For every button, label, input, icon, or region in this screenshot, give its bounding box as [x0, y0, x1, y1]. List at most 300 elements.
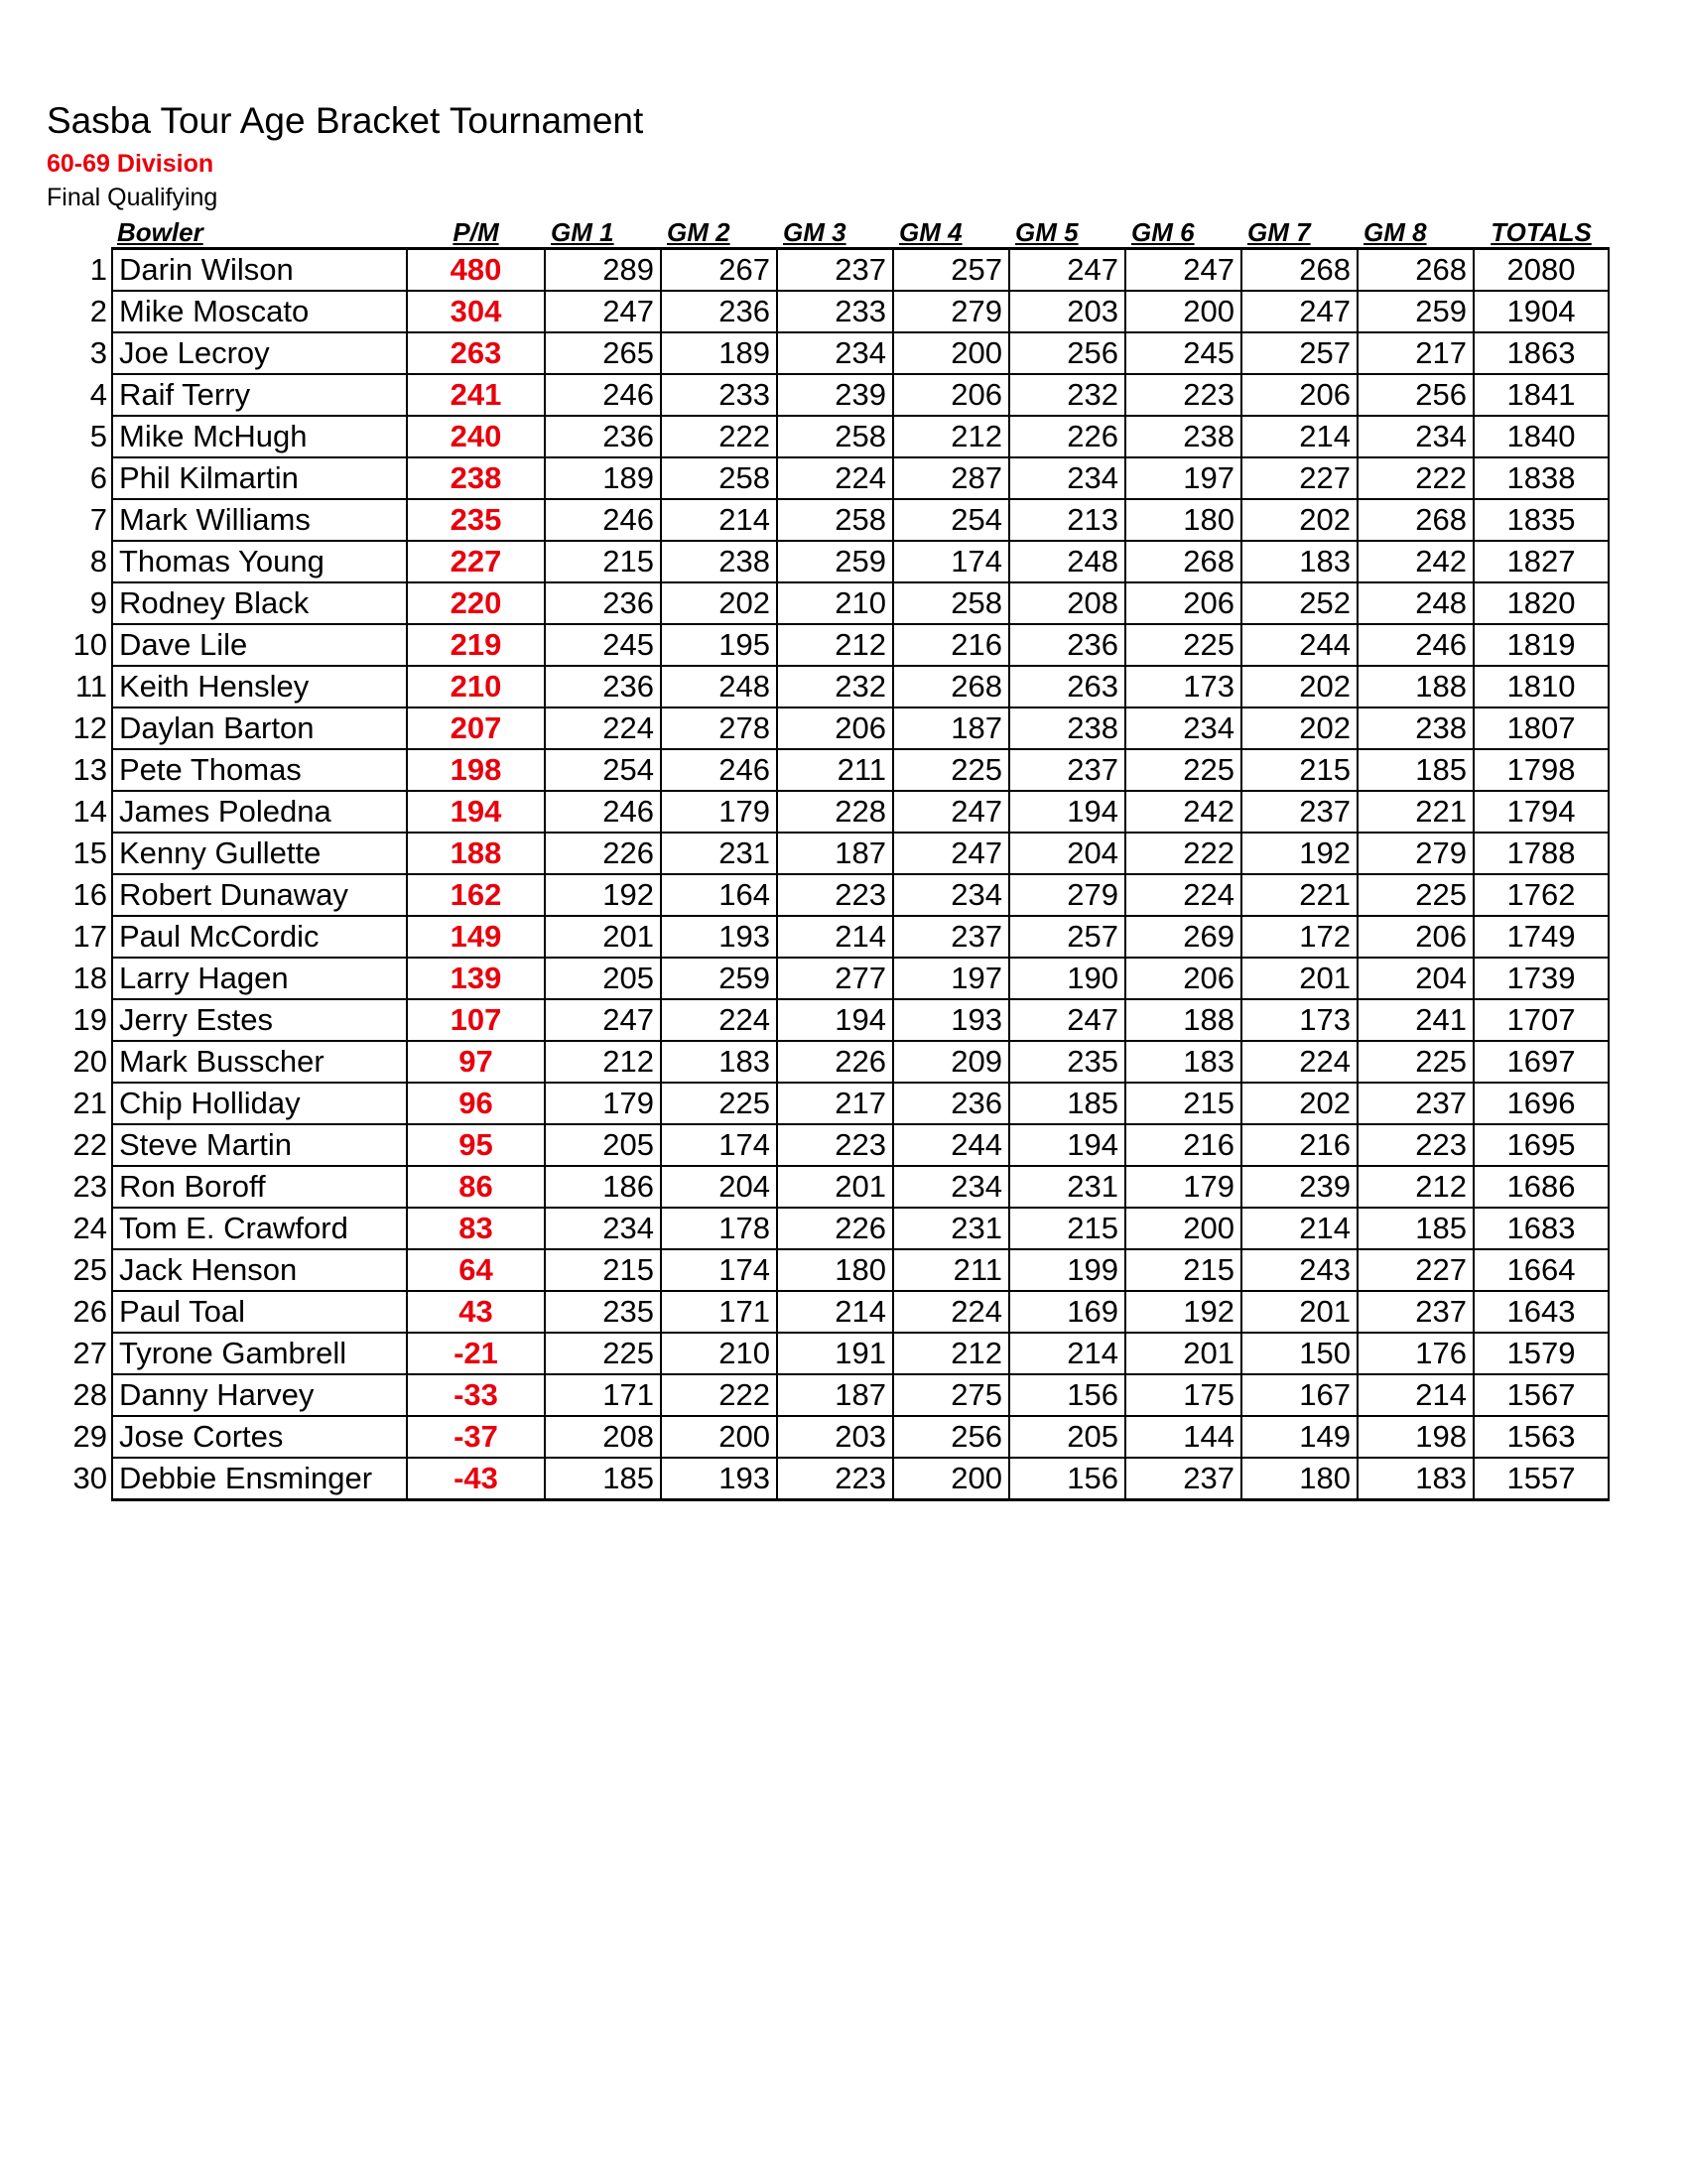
game-1-cell: 185: [545, 1458, 661, 1500]
game-2-cell: 174: [661, 1249, 777, 1291]
game-1-cell: 254: [545, 749, 661, 791]
bowler-name-cell: Daylan Barton: [112, 707, 407, 749]
game-4-cell: 197: [893, 958, 1009, 999]
game-8-cell: 198: [1358, 1416, 1474, 1458]
game-3-cell: 214: [777, 1291, 893, 1333]
game-3-cell: 232: [777, 666, 893, 707]
game-7-cell: 227: [1241, 457, 1358, 499]
total-cell: 1749: [1474, 916, 1609, 958]
game-7-cell: 206: [1241, 374, 1358, 416]
game-6-cell: 225: [1125, 624, 1241, 666]
game-3-cell: 224: [777, 457, 893, 499]
game-1-cell: 265: [545, 332, 661, 374]
game-1-cell: 226: [545, 833, 661, 874]
game-5-cell: 235: [1009, 1041, 1125, 1083]
table-row: [58, 1374, 1609, 1416]
total-cell: 1557: [1474, 1458, 1609, 1500]
game-7-cell: 214: [1241, 416, 1358, 457]
game-1-cell: 171: [545, 1374, 661, 1416]
game-1-cell: 215: [545, 1249, 661, 1291]
pm-cell: 235: [407, 499, 545, 541]
game-8-cell: 248: [1358, 582, 1474, 624]
pm-cell: 43: [407, 1291, 545, 1333]
game-8-cell: 185: [1358, 749, 1474, 791]
game-2-cell: 193: [661, 916, 777, 958]
rank-cell: 29: [72, 1419, 107, 1454]
game-7-cell: 214: [1241, 1208, 1358, 1249]
game-1-cell: 236: [545, 666, 661, 707]
game-7-cell: 237: [1241, 791, 1358, 833]
game-2-cell: 278: [661, 707, 777, 749]
game-4-cell: 247: [893, 833, 1009, 874]
game-6-cell: 179: [1125, 1166, 1241, 1208]
game-1-cell: 236: [545, 416, 661, 457]
game-8-cell: 214: [1358, 1374, 1474, 1416]
game-6-cell: 192: [1125, 1291, 1241, 1333]
game-5-cell: 214: [1009, 1333, 1125, 1374]
table-row: [58, 833, 1609, 874]
game-8-cell: 225: [1358, 1041, 1474, 1083]
game-7-cell: 257: [1241, 332, 1358, 374]
game-1-cell: 189: [545, 457, 661, 499]
total-cell: 2080: [1474, 249, 1609, 292]
game-6-cell: 234: [1125, 707, 1241, 749]
game-3-cell: 258: [777, 499, 893, 541]
game-4-cell: 225: [893, 749, 1009, 791]
rank-cell: 30: [72, 1461, 107, 1496]
bowler-name-cell: Kenny Gullette: [112, 833, 407, 874]
rank-cell: 13: [72, 752, 107, 787]
game-4-cell: 258: [893, 582, 1009, 624]
standings-table: [58, 215, 1610, 1501]
game-7-cell: 149: [1241, 1416, 1358, 1458]
game-5-cell: 204: [1009, 833, 1125, 874]
game-8-cell: 259: [1358, 291, 1474, 332]
bowler-name-cell: Phil Kilmartin: [112, 457, 407, 499]
game-7-cell: 224: [1241, 1041, 1358, 1083]
game-5-cell: 185: [1009, 1083, 1125, 1124]
header-row: [58, 215, 1609, 249]
game-6-cell: 183: [1125, 1041, 1241, 1083]
game-1-cell: 205: [545, 1124, 661, 1166]
table-row: [58, 707, 1609, 749]
table-row: [58, 541, 1609, 582]
rank-cell: 18: [72, 961, 107, 995]
game-7-cell: 239: [1241, 1166, 1358, 1208]
rank-cell: 9: [89, 585, 107, 620]
rank-cell: 28: [72, 1377, 107, 1412]
game-4-cell: 254: [893, 499, 1009, 541]
game-2-cell: 200: [661, 1416, 777, 1458]
table-row: [58, 416, 1609, 457]
game-3-cell: 194: [777, 999, 893, 1041]
game-1-cell: 246: [545, 791, 661, 833]
total-cell: 1697: [1474, 1041, 1609, 1083]
game-3-cell: 201: [777, 1166, 893, 1208]
game-7-cell: 247: [1241, 291, 1358, 332]
game-1-cell: 225: [545, 1333, 661, 1374]
game-8-cell: 234: [1358, 416, 1474, 457]
table-row: [58, 1333, 1609, 1374]
table-row: [58, 1458, 1609, 1500]
game-2-cell: 202: [661, 582, 777, 624]
game-2-cell: 210: [661, 1333, 777, 1374]
game-5-cell: 203: [1009, 291, 1125, 332]
pm-cell: 240: [407, 416, 545, 457]
total-cell: 1794: [1474, 791, 1609, 833]
game-6-cell: 197: [1125, 457, 1241, 499]
game-5-cell: 247: [1009, 249, 1125, 292]
pm-cell: 83: [407, 1208, 545, 1249]
game-6-cell: 144: [1125, 1416, 1241, 1458]
rank-cell: 7: [89, 502, 107, 537]
game-2-cell: 171: [661, 1291, 777, 1333]
pm-cell: -37: [407, 1416, 545, 1458]
bowler-name-cell: Robert Dunaway: [112, 874, 407, 916]
game-3-cell: 203: [777, 1416, 893, 1458]
game-8-cell: 256: [1358, 374, 1474, 416]
total-cell: 1563: [1474, 1416, 1609, 1458]
game-5-cell: 279: [1009, 874, 1125, 916]
pm-cell: 86: [407, 1166, 545, 1208]
rank-cell: 11: [74, 669, 107, 704]
game-3-cell: 211: [777, 749, 893, 791]
total-cell: 1807: [1474, 707, 1609, 749]
total-cell: 1810: [1474, 666, 1609, 707]
bowler-name-cell: Ron Boroff: [112, 1166, 407, 1208]
game-7-cell: 201: [1241, 958, 1358, 999]
game-8-cell: 221: [1358, 791, 1474, 833]
game-7-cell: 183: [1241, 541, 1358, 582]
table-row: [58, 666, 1609, 707]
game-1-cell: 215: [545, 541, 661, 582]
game-8-cell: 268: [1358, 249, 1474, 292]
table-row: [58, 291, 1609, 332]
pm-cell: 107: [407, 999, 545, 1041]
game-2-cell: 174: [661, 1124, 777, 1166]
game-3-cell: 233: [777, 291, 893, 332]
total-cell: 1798: [1474, 749, 1609, 791]
header-gm1: GM 1: [551, 217, 614, 247]
pm-cell: 95: [407, 1124, 545, 1166]
game-4-cell: 247: [893, 791, 1009, 833]
game-5-cell: 236: [1009, 624, 1125, 666]
table-row: [58, 374, 1609, 416]
rank-cell: 5: [89, 419, 107, 453]
game-3-cell: 180: [777, 1249, 893, 1291]
game-6-cell: 222: [1125, 833, 1241, 874]
bowler-name-cell: Danny Harvey: [112, 1374, 407, 1416]
game-3-cell: 226: [777, 1041, 893, 1083]
game-6-cell: 215: [1125, 1249, 1241, 1291]
pm-cell: 263: [407, 332, 545, 374]
game-2-cell: 236: [661, 291, 777, 332]
game-3-cell: 223: [777, 1124, 893, 1166]
pm-cell: 97: [407, 1041, 545, 1083]
total-cell: 1567: [1474, 1374, 1609, 1416]
pm-cell: 480: [407, 249, 545, 292]
rank-cell: 2: [89, 294, 107, 328]
game-5-cell: 194: [1009, 791, 1125, 833]
table-row: [58, 1124, 1609, 1166]
rank-cell: 27: [72, 1336, 107, 1370]
game-1-cell: 179: [545, 1083, 661, 1124]
game-6-cell: 216: [1125, 1124, 1241, 1166]
bowler-name-cell: Joe Lecroy: [112, 332, 407, 374]
pm-cell: 198: [407, 749, 545, 791]
game-5-cell: 247: [1009, 999, 1125, 1041]
rank-cell: 22: [72, 1127, 107, 1162]
pm-cell: 207: [407, 707, 545, 749]
game-2-cell: 222: [661, 416, 777, 457]
game-3-cell: 223: [777, 874, 893, 916]
game-6-cell: 245: [1125, 332, 1241, 374]
rank-cell: 20: [72, 1044, 107, 1079]
table-row: [58, 1083, 1609, 1124]
game-5-cell: 234: [1009, 457, 1125, 499]
header-gm6: GM 6: [1131, 217, 1195, 247]
game-5-cell: 231: [1009, 1166, 1125, 1208]
game-2-cell: 238: [661, 541, 777, 582]
game-2-cell: 258: [661, 457, 777, 499]
game-2-cell: 204: [661, 1166, 777, 1208]
game-4-cell: 211: [893, 1249, 1009, 1291]
bowler-name-cell: Raif Terry: [112, 374, 407, 416]
game-8-cell: 246: [1358, 624, 1474, 666]
game-1-cell: 234: [545, 1208, 661, 1249]
game-1-cell: 247: [545, 999, 661, 1041]
game-5-cell: 237: [1009, 749, 1125, 791]
total-cell: 1696: [1474, 1083, 1609, 1124]
game-1-cell: 208: [545, 1416, 661, 1458]
game-8-cell: 185: [1358, 1208, 1474, 1249]
game-3-cell: 223: [777, 1458, 893, 1500]
bowler-name-cell: Jack Henson: [112, 1249, 407, 1291]
game-2-cell: 193: [661, 1458, 777, 1500]
game-5-cell: 213: [1009, 499, 1125, 541]
game-6-cell: 175: [1125, 1374, 1241, 1416]
game-6-cell: 215: [1125, 1083, 1241, 1124]
table-row: [58, 249, 1609, 292]
game-6-cell: 238: [1125, 416, 1241, 457]
game-1-cell: 224: [545, 707, 661, 749]
page-subtitle: Final Qualifying: [47, 184, 218, 211]
bowler-name-cell: Tom E. Crawford: [112, 1208, 407, 1249]
game-8-cell: 237: [1358, 1291, 1474, 1333]
total-cell: 1707: [1474, 999, 1609, 1041]
game-1-cell: 246: [545, 374, 661, 416]
game-6-cell: 180: [1125, 499, 1241, 541]
game-6-cell: 173: [1125, 666, 1241, 707]
game-7-cell: 202: [1241, 499, 1358, 541]
game-3-cell: 259: [777, 541, 893, 582]
game-3-cell: 226: [777, 1208, 893, 1249]
game-8-cell: 188: [1358, 666, 1474, 707]
game-4-cell: 206: [893, 374, 1009, 416]
game-5-cell: 194: [1009, 1124, 1125, 1166]
game-4-cell: 212: [893, 1333, 1009, 1374]
total-cell: 1762: [1474, 874, 1609, 916]
pm-cell: 194: [407, 791, 545, 833]
game-7-cell: 167: [1241, 1374, 1358, 1416]
bowler-name-cell: Mike Moscato: [112, 291, 407, 332]
rank-cell: 25: [72, 1252, 107, 1287]
game-4-cell: 224: [893, 1291, 1009, 1333]
pm-cell: -33: [407, 1374, 545, 1416]
game-2-cell: 267: [661, 249, 777, 292]
total-cell: 1739: [1474, 958, 1609, 999]
game-4-cell: 287: [893, 457, 1009, 499]
total-cell: 1863: [1474, 332, 1609, 374]
game-5-cell: 256: [1009, 332, 1125, 374]
game-7-cell: 221: [1241, 874, 1358, 916]
game-1-cell: 235: [545, 1291, 661, 1333]
game-1-cell: 246: [545, 499, 661, 541]
game-4-cell: 193: [893, 999, 1009, 1041]
game-1-cell: 192: [545, 874, 661, 916]
game-1-cell: 247: [545, 291, 661, 332]
bowler-name-cell: Jerry Estes: [112, 999, 407, 1041]
game-8-cell: 222: [1358, 457, 1474, 499]
game-3-cell: 191: [777, 1333, 893, 1374]
game-2-cell: 214: [661, 499, 777, 541]
pm-cell: 64: [407, 1249, 545, 1291]
game-2-cell: 189: [661, 332, 777, 374]
game-6-cell: 200: [1125, 291, 1241, 332]
game-8-cell: 268: [1358, 499, 1474, 541]
game-5-cell: 248: [1009, 541, 1125, 582]
table-row: [58, 1166, 1609, 1208]
game-6-cell: 269: [1125, 916, 1241, 958]
pm-cell: -21: [407, 1333, 545, 1374]
game-2-cell: 183: [661, 1041, 777, 1083]
game-5-cell: 156: [1009, 1458, 1125, 1500]
game-5-cell: 257: [1009, 916, 1125, 958]
table-row: [58, 582, 1609, 624]
game-3-cell: 277: [777, 958, 893, 999]
game-8-cell: 176: [1358, 1333, 1474, 1374]
rank-cell: 8: [89, 544, 107, 578]
header-gm4: GM 4: [899, 217, 963, 247]
game-4-cell: 209: [893, 1041, 1009, 1083]
bowler-name-cell: James Poledna: [112, 791, 407, 833]
game-6-cell: 247: [1125, 249, 1241, 292]
game-1-cell: 186: [545, 1166, 661, 1208]
game-4-cell: 236: [893, 1083, 1009, 1124]
header-gm5: GM 5: [1015, 217, 1079, 247]
rank-cell: 23: [72, 1169, 107, 1204]
table-row: [58, 624, 1609, 666]
table-row: [58, 791, 1609, 833]
game-4-cell: 231: [893, 1208, 1009, 1249]
game-8-cell: 204: [1358, 958, 1474, 999]
pm-cell: 188: [407, 833, 545, 874]
total-cell: 1841: [1474, 374, 1609, 416]
game-1-cell: 289: [545, 249, 661, 292]
game-5-cell: 232: [1009, 374, 1125, 416]
game-4-cell: 268: [893, 666, 1009, 707]
game-8-cell: 217: [1358, 332, 1474, 374]
bowler-name-cell: Paul Toal: [112, 1291, 407, 1333]
game-7-cell: 243: [1241, 1249, 1358, 1291]
table-body: [58, 249, 1609, 1500]
game-6-cell: 225: [1125, 749, 1241, 791]
game-4-cell: 244: [893, 1124, 1009, 1166]
game-4-cell: 174: [893, 541, 1009, 582]
bowler-name-cell: Tyrone Gambrell: [112, 1333, 407, 1374]
table-row: [58, 332, 1609, 374]
game-6-cell: 206: [1125, 582, 1241, 624]
game-5-cell: 226: [1009, 416, 1125, 457]
bowler-name-cell: Keith Hensley: [112, 666, 407, 707]
pm-cell: 149: [407, 916, 545, 958]
table-row: [58, 1208, 1609, 1249]
game-8-cell: 241: [1358, 999, 1474, 1041]
game-2-cell: 246: [661, 749, 777, 791]
game-4-cell: 216: [893, 624, 1009, 666]
rank-cell: 4: [89, 377, 107, 412]
table-row: [58, 958, 1609, 999]
game-3-cell: 206: [777, 707, 893, 749]
bowler-name-cell: Larry Hagen: [112, 958, 407, 999]
total-cell: 1820: [1474, 582, 1609, 624]
rank-cell: 3: [89, 335, 107, 370]
pm-cell: 162: [407, 874, 545, 916]
game-4-cell: 187: [893, 707, 1009, 749]
pm-cell: 219: [407, 624, 545, 666]
total-cell: 1835: [1474, 499, 1609, 541]
game-2-cell: 179: [661, 791, 777, 833]
game-4-cell: 257: [893, 249, 1009, 292]
game-6-cell: 223: [1125, 374, 1241, 416]
game-2-cell: 231: [661, 833, 777, 874]
total-cell: 1579: [1474, 1333, 1609, 1374]
header-totals: TOTALS: [1491, 217, 1592, 247]
total-cell: 1695: [1474, 1124, 1609, 1166]
game-6-cell: 268: [1125, 541, 1241, 582]
game-6-cell: 206: [1125, 958, 1241, 999]
table-row: [58, 916, 1609, 958]
game-3-cell: 258: [777, 416, 893, 457]
bowler-name-cell: Mark Williams: [112, 499, 407, 541]
game-3-cell: 239: [777, 374, 893, 416]
pm-cell: 210: [407, 666, 545, 707]
bowler-name-cell: Thomas Young: [112, 541, 407, 582]
header-pm: P/M: [453, 217, 499, 247]
bowler-name-cell: Debbie Ensminger: [112, 1458, 407, 1500]
game-5-cell: 205: [1009, 1416, 1125, 1458]
rank-cell: 21: [72, 1086, 107, 1120]
game-3-cell: 187: [777, 833, 893, 874]
game-5-cell: 215: [1009, 1208, 1125, 1249]
game-2-cell: 222: [661, 1374, 777, 1416]
game-7-cell: 215: [1241, 749, 1358, 791]
table-row: [58, 1291, 1609, 1333]
game-2-cell: 195: [661, 624, 777, 666]
game-3-cell: 187: [777, 1374, 893, 1416]
game-1-cell: 205: [545, 958, 661, 999]
total-cell: 1838: [1474, 457, 1609, 499]
pm-cell: 96: [407, 1083, 545, 1124]
header-gm2: GM 2: [667, 217, 730, 247]
game-2-cell: 225: [661, 1083, 777, 1124]
bowler-name-cell: Rodney Black: [112, 582, 407, 624]
rank-cell: 12: [72, 710, 107, 745]
game-6-cell: 200: [1125, 1208, 1241, 1249]
game-6-cell: 242: [1125, 791, 1241, 833]
total-cell: 1827: [1474, 541, 1609, 582]
game-3-cell: 234: [777, 332, 893, 374]
